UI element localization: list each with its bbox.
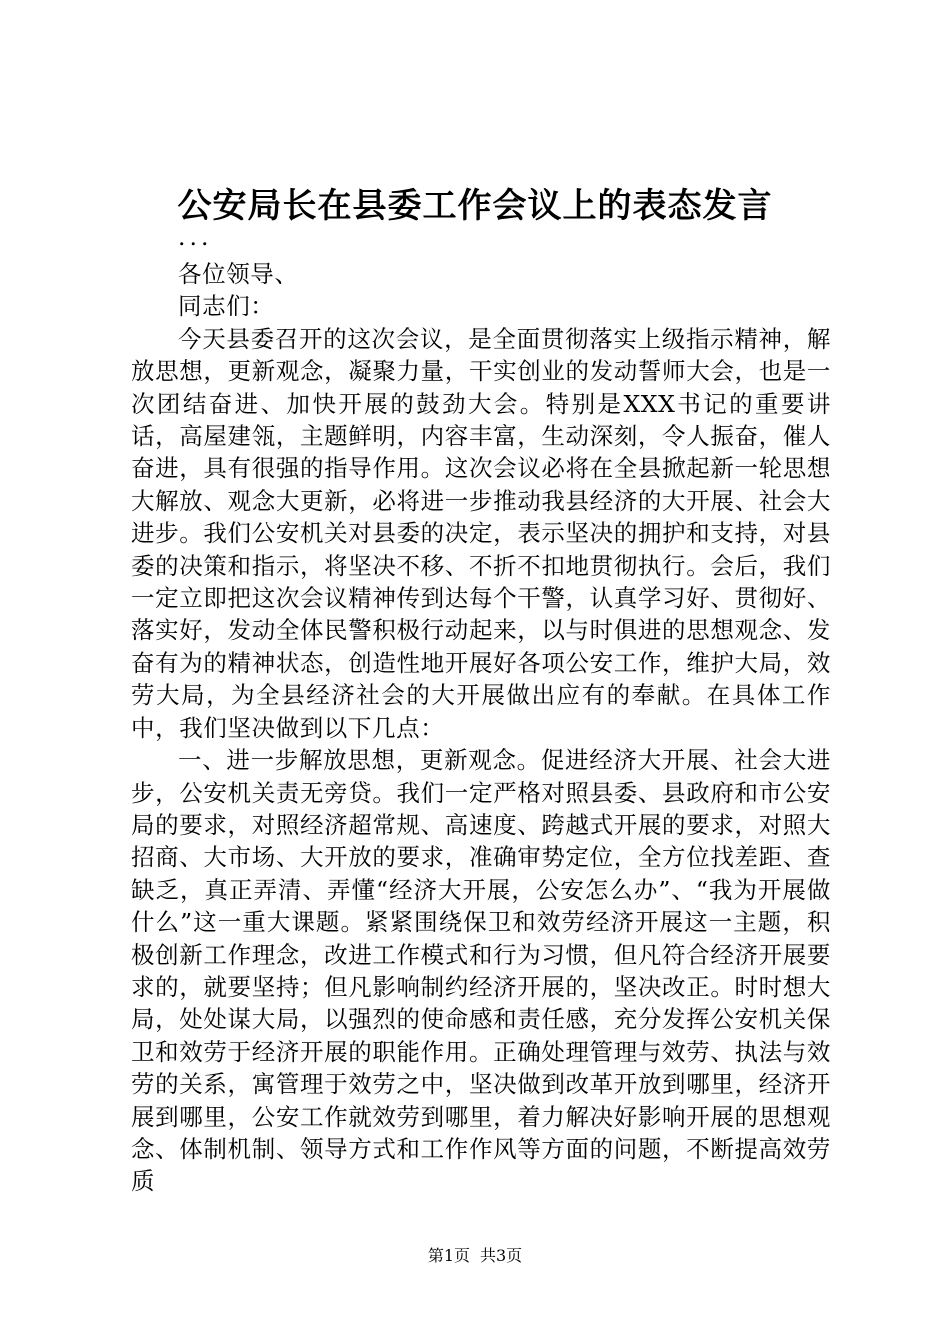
paragraph-point-one: 一、进一步解放思想，更新观念。促进经济大开展、社会大进步，公安机关责无旁贷。我们一定严格对照县委、县政府和市公安局的要求，对照经济超常规、高速度、跨越式开展的要求，对照大招商、大市场、大开放的要求，准确审势定位，全方位找差距、查缺乏，真正弄清、弄懂“经济大开展，公安怎么办”、“我为开展做什么”这一重大课题。紧紧围绕保卫和效劳经济开展这一主题，积极创新工作理念，改进工作模式和行为习惯，但凡符合经济开展要求的，就要坚持；但凡影响制约经济开展的，坚决改正。时时想大局，处处谋大局，以强烈的使命感和责任感，充分发挥公安机关保卫和效劳于经济开展的职能作用。正确处理管理与效劳、执法与效劳的关系，寓管理于效劳之中，坚决做到改革开放到哪里，经济开展到哪里，公安工作就效劳到哪里，着力解决好影响开展的思想观念、体制机制、领导方式和工作作风等方面的问题，不断提高效劳质: [131, 746, 831, 1196]
paragraph-intro: 今天县委召开的这次会议，是全面贯彻落实上级指示精神，解放思想，更新观念，凝聚力量，干实创业的发动誓师大会，也是一次团结奋进、加快开展的鼓劲大会。特别是XXX书记的重要讲话，高屋建瓴，主题鲜明，内容丰富，生动深刻，令人振奋，催人奋进，具有很强的指导作用。这次会议必将在全县掀起新一轮思想大解放、观念大更新，必将进一步推动我县经济的大开展、社会大进步。我们公安机关对县委的决定，表示坚决的拥护和支持，对县委的决策和指示，将坚决不移、不折不扣地贯彻执行。会后，我们一定立即把这次会议精神传到达每个干警，认真学习好、贯彻好、落实好，发动全体民警积极行动起来，以与时俱进的思想观念、发奋有为的精神状态，创造性地开展好各项公安工作，维护大局，效劳大局，为全县经济社会的大开展做出应有的奉献。在具体工作中，我们坚决做到以下几点：: [131, 324, 831, 742]
ellipsis-marker: ...: [178, 223, 213, 251]
page-footer: [0, 1245, 950, 1267]
page-number-current: 第1页: [427, 1246, 470, 1265]
salutation-leaders: 各位领导、: [178, 260, 299, 288]
page-number-total: 共3页: [480, 1246, 523, 1265]
document-title: 公安局长在县委工作会议上的表态发言: [177, 186, 773, 226]
salutation-comrades: 同志们：: [178, 292, 275, 321]
document-body: [131, 223, 831, 1198]
